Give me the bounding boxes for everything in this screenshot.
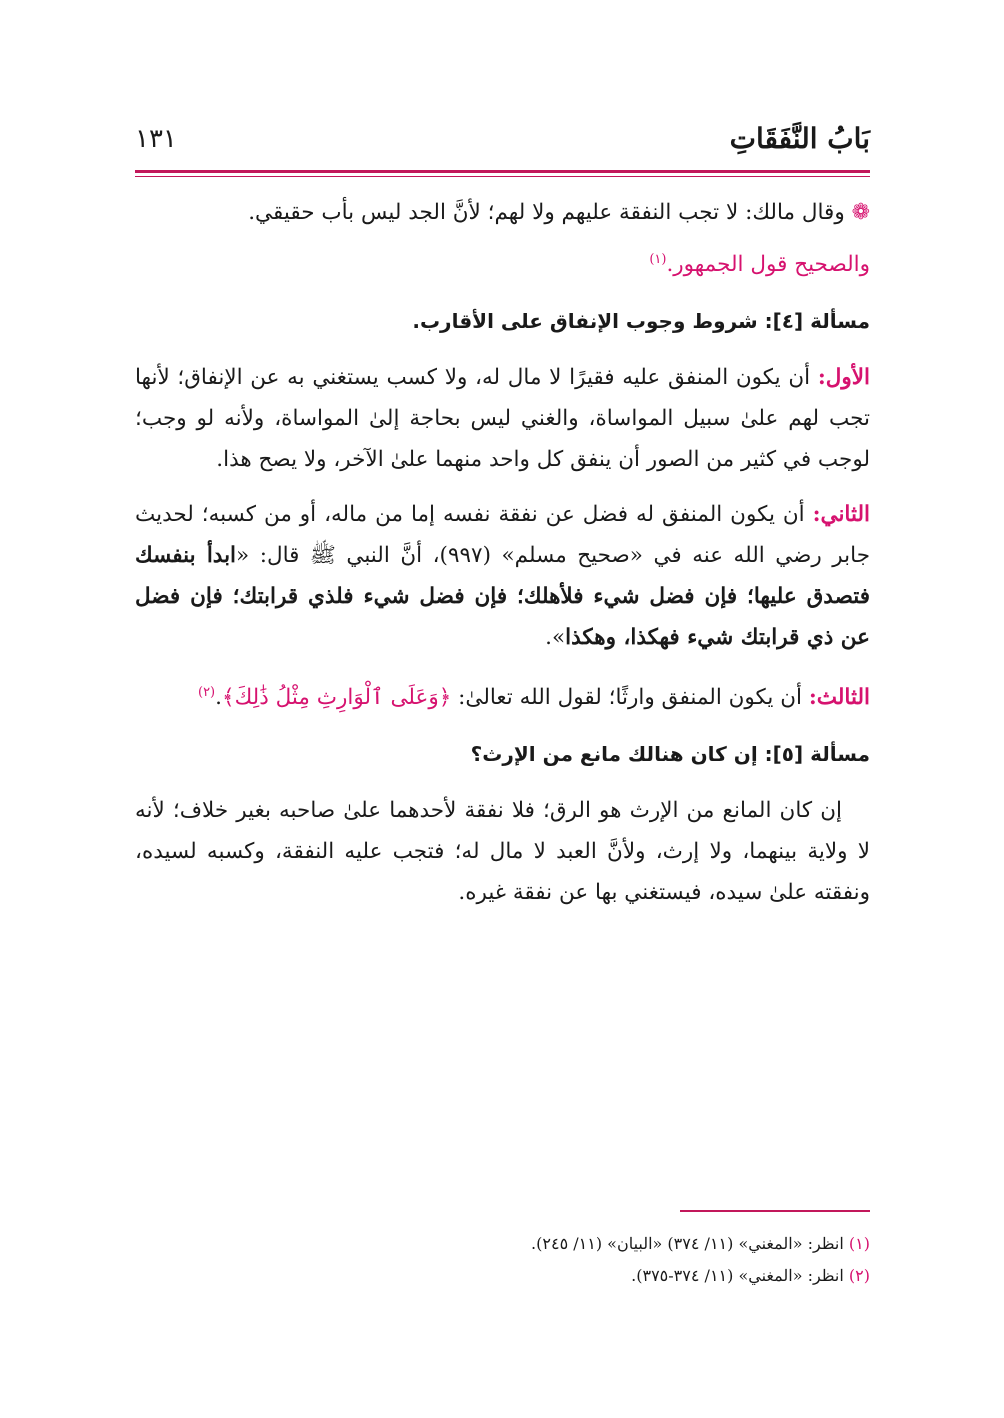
issue-heading-5-text: إن كان هنالك مانع من الإرث؟	[470, 742, 758, 767]
footnote-1-number: (١)	[848, 1234, 870, 1253]
issue-heading-5-label: مسألة [٥]:	[764, 742, 870, 767]
main-text	[135, 192, 870, 913]
chapter-title: بَابُ النَّفَقَاتِ	[729, 122, 870, 155]
page-header	[135, 118, 870, 168]
footnotes	[135, 1228, 870, 1292]
page-number: ١٣١	[135, 124, 177, 154]
footnote-2	[135, 1260, 870, 1292]
footnote-ref-1[interactable]: (١)	[649, 252, 667, 267]
quran-verse: ﴿وَعَلَى ٱلْوَارِثِ مِثْلُ ذَٰلِكَ﴾	[221, 685, 452, 711]
paragraph-inheritance-barrier	[135, 790, 870, 913]
third-condition-end: .	[215, 685, 222, 711]
issue-heading-5	[135, 732, 870, 776]
issue-heading-4-label: مسألة [٤]:	[764, 309, 870, 334]
paragraph-third-condition	[135, 672, 870, 718]
hadith-close: ».	[545, 625, 566, 651]
second-condition-label: الثاني:	[812, 502, 870, 528]
issue-heading-4-text: شروط وجوب الإنفاق على الأقارب.	[412, 309, 758, 334]
footnote-2-text: انظر: «المغني» (١١/ ٣٧٤-٣٧٥).	[631, 1266, 844, 1285]
first-condition-text: أن يكون المنفق عليه فقيرًا لا مال له، ولا كسب يستغني به عن الإنفاق؛ لأنها تجب لهم علىٰ سبيل المواساة، والغني ليس بحاجة إلىٰ المواساة، ولأنه لو وجب؛ لوجب في كثير من الصور أن ينفق كل واحد منهما علىٰ الآخر، ولا يصح هذا.	[135, 365, 870, 473]
third-condition-label: الثالث:	[808, 685, 870, 711]
paragraph-malik-text: وقال مالك: لا تجب النفقة عليهم ولا لهم؛ لأنَّ الجد ليس بأب حقيقي.	[248, 200, 845, 225]
first-condition-label: الأول:	[817, 365, 870, 391]
footnote-1-text: انظر: «المغني» (١١/ ٣٧٤) «البيان» (١١/ ٢٤٥).	[531, 1234, 844, 1253]
flower-icon: ❁	[851, 200, 870, 225]
header-rule-thin	[135, 176, 870, 177]
paragraph-first-condition	[135, 357, 870, 480]
paragraph-malik	[135, 192, 870, 233]
hadith-text: ابدأ بنفسك فتصدق عليها؛ فإن فضل شيء فلأهلك؛ فإن فضل شيء فلذي قرابتك؛ فإن فضل عن ذي قرابتك شيء فهكذا، وهكذا	[135, 543, 870, 651]
footnote-1	[135, 1228, 870, 1260]
third-condition-text: أن يكون المنفق وارثًا؛ لقول الله تعالىٰ:	[458, 685, 802, 711]
footnote-ref-2[interactable]: (٢)	[197, 685, 216, 701]
second-condition-text: أن يكون المنفق له فضل عن نفقة نفسه إما من ماله، أو من كسبه؛ لحديث جابر رضي الله عنه في «صحيح مسلم» (٩٩٧)، أنَّ النبي ﷺ قال: «	[135, 502, 870, 569]
footnote-rule	[680, 1210, 870, 1212]
paragraph-correct-view	[135, 239, 870, 285]
inheritance-barrier-text: إن كان المانع من الإرث هو الرق؛ فلا نفقة لأحدهما علىٰ صاحبه بغير خلاف؛ لأنه لا ولاية بينهما، ولا إرث، ولأنَّ العبد لا مال له؛ فتجب عليه النفقة، وكسبه لسيده، ونفقته علىٰ سيده، فيستغني بها عن نفقة غيره.	[135, 798, 870, 906]
paragraph-second-condition	[135, 494, 870, 658]
issue-heading-4	[135, 299, 870, 343]
footnote-2-number: (٢)	[848, 1266, 870, 1285]
header-rule-thick	[135, 170, 870, 173]
correct-view-text: والصحيح قول الجمهور.	[666, 252, 870, 278]
